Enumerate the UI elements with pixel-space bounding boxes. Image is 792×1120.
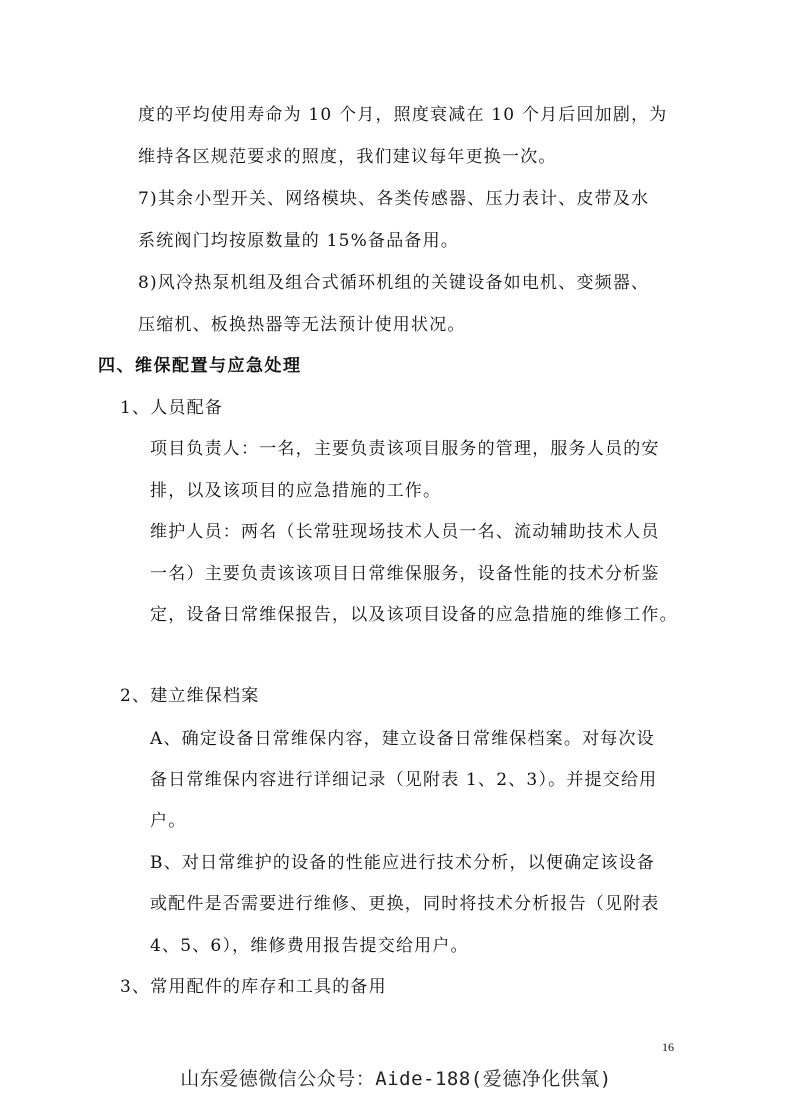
subsection-title-1: 1、人员配备 bbox=[120, 398, 224, 418]
paragraph-line: 维护人员：两名（长常驻现场技术人员一名、流动辅助技术人员 bbox=[150, 522, 660, 542]
paragraph-line: 一名）主要负责该该项目日常维保服务，设备性能的技术分析鉴 bbox=[150, 564, 660, 584]
body-line-4: 系统阀门均按原数量的 15%备品备用。 bbox=[138, 231, 459, 251]
body-line-6: 压缩机、板换热器等无法预计使用状况。 bbox=[138, 315, 466, 335]
paragraph-line: 备日常维保内容进行详细记录（见附表 1、2、3）。并提交给用 bbox=[150, 770, 658, 790]
paragraph-line: 定，设备日常维保报告，以及该项目设备的应急措施的维修工作。 bbox=[150, 605, 678, 625]
body-line-1: 度的平均使用寿命为 10 个月，照度衰减在 10 个月后回加剧，为 bbox=[138, 105, 668, 125]
paragraph-line: 或配件是否需要进行维修、更换，同时将技术分析报告（见附表 bbox=[150, 894, 660, 914]
paragraph-line: A、确定设备日常维保内容，建立设备日常维保档案。对每次设 bbox=[150, 729, 655, 749]
paragraph-line: 项目负责人：一名，主要负责该项目服务的管理，服务人员的安 bbox=[150, 439, 660, 459]
paragraph-line: 户。 bbox=[150, 811, 187, 831]
paragraph-line: 4、5、6），维修费用报告提交给用户。 bbox=[150, 936, 469, 956]
page-number: 16 bbox=[662, 1040, 674, 1054]
body-line-3: 7)其余小型开关、网络模块、各类传感器、压力表计、皮带及水 bbox=[138, 189, 650, 209]
subsection-title-3: 3、常用配件的库存和工具的备用 bbox=[120, 977, 387, 997]
body-line-2: 维持各区规范要求的照度，我们建议每年更换一次。 bbox=[138, 147, 557, 167]
footer-watermark: 山东爱德微信公众号：Aide-188(爱德净化供氧) bbox=[180, 1068, 612, 1090]
body-line-5: 8)风冷热泵机组及组合式循环机组的关键设备如电机、变频器、 bbox=[138, 273, 650, 293]
subsection-title-2: 2、建立维保档案 bbox=[120, 686, 260, 706]
section-heading: 四、维保配置与应急处理 bbox=[98, 356, 302, 376]
paragraph-line: 排，以及该项目的应急措施的工作。 bbox=[150, 481, 442, 501]
paragraph-line: B、对日常维护的设备的性能应进行技术分析，以便确定该设备 bbox=[150, 853, 656, 873]
